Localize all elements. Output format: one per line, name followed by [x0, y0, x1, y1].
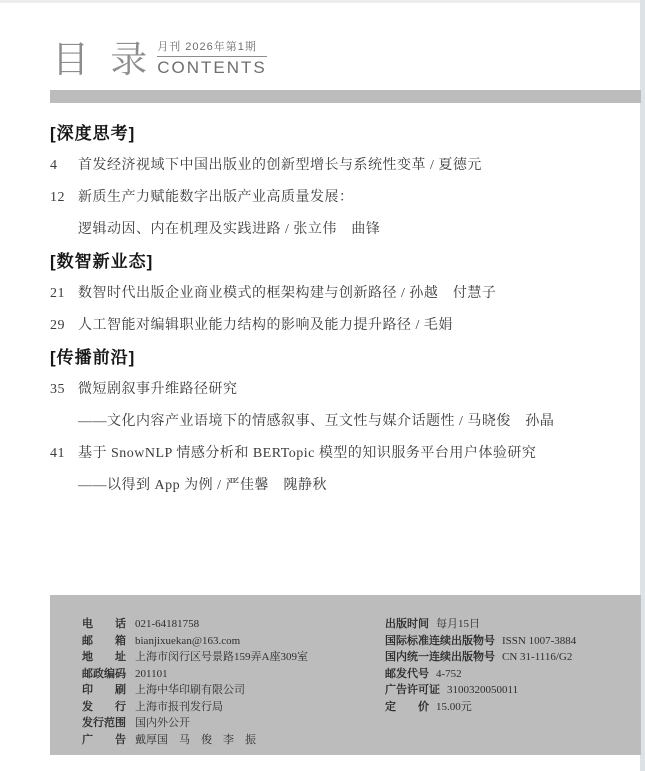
issue-info: 月刊 2026年第1期 — [157, 38, 267, 57]
colophon-row-advertising — [82, 732, 385, 749]
colophon-row-issn — [385, 633, 641, 650]
scan-top-edge — [0, 0, 645, 3]
page-number: 29 — [50, 318, 65, 333]
colophon-value: ISSN 1007-3884 — [502, 634, 577, 647]
section-digital-intelligence — [50, 252, 615, 336]
colophon-label: 邮发代号 — [385, 667, 429, 680]
colophon-row-postal-code — [385, 666, 641, 683]
article-subtitle: ——以得到 App 为例 / 严佳馨 隗静秋 — [78, 478, 327, 493]
page-number: 41 — [50, 446, 65, 461]
toc-item-continuation — [50, 220, 615, 240]
divider-bar — [50, 90, 641, 103]
colophon-label: 电 话 — [82, 618, 126, 630]
toc-title-english: CONTENTS — [157, 58, 267, 77]
colophon-row-distributor — [82, 699, 385, 716]
colophon-row-postcode — [82, 666, 385, 683]
article-title: 人工智能对编辑职业能力结构的影响及能力提升路径 / 毛娟 — [78, 318, 453, 333]
colophon-label: 地 址 — [82, 651, 126, 663]
colophon-left-column — [82, 616, 385, 755]
article-title: 首发经济视域下中国出版业的创新型增长与系统性变革 / 夏德元 — [78, 158, 482, 173]
section-title: [深度思考] — [50, 124, 136, 143]
colophon-row-phone — [82, 616, 385, 633]
colophon-label: 邮政编码 — [82, 667, 126, 680]
colophon-row-cn-number — [385, 649, 641, 666]
colophon-value: 上海市闵行区号景路159弄A座309室 — [135, 651, 308, 663]
toc-header — [52, 38, 267, 79]
toc-item — [50, 380, 615, 400]
colophon-value: 上海中华印刷有限公司 — [135, 684, 245, 696]
colophon-value: 国内外公开 — [135, 717, 190, 729]
colophon-label: 定 价 — [385, 700, 429, 713]
section-communication-frontier — [50, 348, 615, 496]
toc-item-continuation — [50, 476, 615, 496]
colophon-value: 4-752 — [436, 667, 462, 680]
section-title: [传播前沿] — [50, 348, 136, 367]
article-title: 数智时代出版企业商业模式的框架构建与创新路径 / 孙越 付慧子 — [78, 286, 497, 301]
colophon-row-publish-date — [385, 616, 641, 633]
colophon-row-email — [82, 633, 385, 650]
colophon-label: 发 行 — [82, 700, 126, 713]
colophon-value: bianjixuekan@163.com — [135, 634, 241, 647]
toc-item — [50, 188, 615, 208]
page-number: 35 — [50, 382, 65, 397]
colophon-row-ad-license — [385, 682, 641, 699]
colophon-label: 出版时间 — [385, 618, 429, 630]
toc-item — [50, 284, 615, 304]
colophon-row-price — [385, 699, 641, 716]
colophon-label: 邮 箱 — [82, 634, 126, 647]
page-number: 12 — [50, 190, 65, 205]
colophon-value: 每月15日 — [436, 618, 480, 630]
colophon-value: 上海市报刊发行局 — [135, 700, 223, 713]
section-title: [数智新业态] — [50, 252, 154, 271]
toc-header-side — [157, 38, 267, 78]
colophon-row-distribution-scope — [82, 715, 385, 732]
page-number: 21 — [50, 286, 65, 301]
colophon-right-column — [385, 616, 641, 755]
toc-list — [50, 124, 615, 508]
colophon-row-address — [82, 649, 385, 666]
article-title: 微短剧叙事升维路径研究 — [78, 382, 238, 397]
toc-item-continuation — [50, 412, 615, 432]
toc-item — [50, 156, 615, 176]
colophon-label: 国际标准连续出版物号 — [385, 634, 495, 647]
colophon-label: 发行范围 — [82, 717, 126, 729]
article-title: 新质生产力赋能数字出版产业高质量发展： — [78, 190, 354, 205]
colophon-box — [50, 595, 641, 755]
toc-item — [50, 316, 615, 336]
colophon-value: 021-64181758 — [135, 618, 200, 630]
colophon-row-printer — [82, 682, 385, 699]
colophon-value: 戴厚国 马 俊 李 振 — [135, 733, 256, 746]
colophon-value: CN 31-1116/G2 — [502, 651, 573, 663]
colophon-label: 广 告 — [82, 733, 126, 746]
colophon-value: 3100320050011 — [447, 684, 519, 696]
colophon-label: 广告许可证 — [385, 684, 440, 696]
colophon-label: 国内统一连续出版物号 — [385, 651, 495, 663]
page-number: 4 — [50, 158, 58, 173]
article-title: 基于 SnowNLP 情感分析和 BERTopic 模型的知识服务平台用户体验研究 — [78, 446, 537, 461]
page-number-spacer — [50, 476, 78, 496]
article-subtitle: ——文化内容产业语境下的情感叙事、互文性与媒介话题性 / 马晓俊 孙晶 — [78, 414, 555, 429]
colophon-value: 15.00元 — [436, 700, 472, 713]
article-subtitle: 逻辑动因、内在机理及实践进路 / 张立伟 曲锋 — [78, 222, 381, 237]
colophon-label: 印 刷 — [82, 684, 126, 696]
colophon-value: 201101 — [135, 667, 168, 680]
toc-item — [50, 444, 615, 464]
page-number-spacer — [50, 412, 78, 432]
page-number-spacer — [50, 220, 78, 240]
toc-title-chinese: 目 录 — [52, 40, 154, 81]
section-deep-thinking — [50, 124, 615, 240]
